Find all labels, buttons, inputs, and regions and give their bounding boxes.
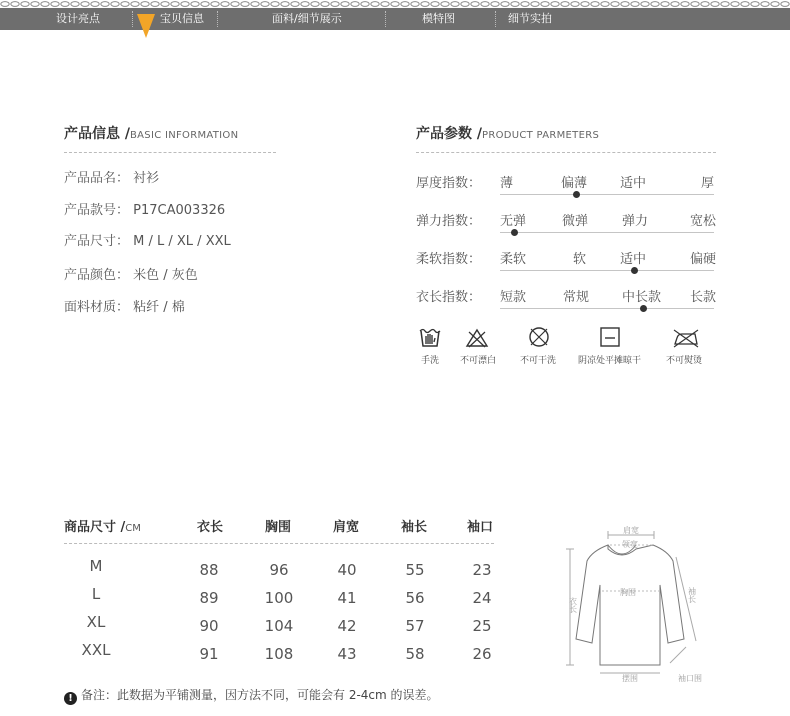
table-cell: 91 bbox=[199, 645, 219, 663]
nav-separator bbox=[495, 11, 496, 27]
note-text: 备注：此数据为平铺测量，因方法不同，可能会有 2-4cm 的误差。 bbox=[81, 688, 439, 702]
nav-separator bbox=[385, 11, 386, 27]
table-header: 胸围 bbox=[265, 520, 292, 535]
nav-tab-fabric-details[interactable]: 面料/细节展示 bbox=[272, 12, 342, 25]
divider bbox=[416, 152, 716, 153]
scale-option: 适中 bbox=[620, 176, 647, 191]
diagram-length-label: 衣长 bbox=[568, 597, 578, 613]
table-cell: 88 bbox=[199, 561, 219, 579]
table-header: 肩宽 bbox=[333, 520, 360, 535]
scale-option: 偏硬 bbox=[690, 252, 717, 267]
scale-option: 微弹 bbox=[562, 214, 589, 229]
info-label: 产品品名： bbox=[64, 171, 130, 186]
table-cell: 90 bbox=[199, 617, 219, 635]
info-value: 米色 / 灰色 bbox=[133, 268, 198, 283]
info-row-material bbox=[64, 296, 185, 315]
table-cell: 26 bbox=[472, 645, 492, 663]
table-cell: 96 bbox=[269, 561, 289, 579]
product-info-heading: 产品信息 / bbox=[64, 126, 130, 142]
divider bbox=[64, 152, 276, 153]
diagram-hem-label: 摆围 bbox=[622, 674, 638, 683]
table-header: 袖口 bbox=[467, 520, 494, 535]
scale-option: 柔软 bbox=[500, 252, 527, 267]
scale-option: 长款 bbox=[690, 290, 717, 305]
table-cell: 42 bbox=[337, 617, 357, 635]
nav-separator bbox=[217, 11, 218, 27]
table-cell: 58 bbox=[405, 645, 425, 663]
info-value: 粘纤 / 棉 bbox=[133, 300, 185, 315]
param-label: 衣长指数： bbox=[416, 290, 482, 305]
product-params-subtitle: PRODUCT PARMETERS bbox=[482, 130, 600, 141]
table-cell: 24 bbox=[472, 589, 492, 607]
nav-tab-detail-photos[interactable]: 细节实拍 bbox=[508, 12, 552, 25]
table-size-cell: M bbox=[89, 557, 103, 575]
nav-bar bbox=[0, 8, 790, 30]
scale-option: 弹力 bbox=[622, 214, 649, 229]
info-label: 面料材质： bbox=[64, 300, 130, 315]
nav-separator bbox=[132, 11, 133, 27]
divider bbox=[64, 543, 494, 544]
table-cell: 104 bbox=[264, 617, 294, 635]
table-header: 袖长 bbox=[401, 520, 428, 535]
scale-track bbox=[500, 194, 714, 195]
info-row-sizes bbox=[64, 230, 231, 249]
scale-track bbox=[500, 308, 714, 309]
size-table-title bbox=[64, 516, 141, 535]
param-label: 弹力指数： bbox=[416, 214, 482, 229]
diagram-chest-label: 胸围 bbox=[620, 588, 636, 597]
param-label: 柔软指数： bbox=[416, 252, 482, 267]
care-label: 不可漂白 bbox=[460, 356, 497, 366]
alert-icon: ! bbox=[64, 692, 77, 705]
product-params-heading: 产品参数 / bbox=[416, 126, 482, 142]
scale-option: 偏薄 bbox=[561, 176, 588, 191]
nav-tab-product-info[interactable]: 宝贝信息 bbox=[160, 12, 204, 25]
table-cell: 100 bbox=[264, 589, 294, 607]
no-tumble-dry-icon bbox=[528, 326, 550, 348]
table-header: 衣长 bbox=[197, 520, 224, 535]
care-label: 不可干洗 bbox=[520, 356, 557, 366]
size-table-unit: CM bbox=[125, 523, 141, 534]
scale-option: 薄 bbox=[500, 176, 514, 191]
table-cell: 43 bbox=[337, 645, 357, 663]
scale-option: 厚 bbox=[701, 176, 715, 191]
no-bleach-icon bbox=[465, 328, 489, 348]
scale-indicator bbox=[511, 229, 518, 236]
product-info-title bbox=[64, 123, 238, 143]
table-cell: 40 bbox=[337, 561, 357, 579]
scale-track bbox=[500, 270, 714, 271]
table-cell: 89 bbox=[199, 589, 219, 607]
diagram-cuff-label: 袖口围 bbox=[678, 674, 702, 683]
table-cell: 41 bbox=[337, 589, 357, 607]
product-info-subtitle: BASIC INFORMATION bbox=[130, 130, 239, 141]
product-params-title bbox=[416, 123, 599, 143]
table-size-cell: XL bbox=[86, 613, 106, 631]
table-cell: 23 bbox=[472, 561, 492, 579]
table-size-cell: L bbox=[91, 585, 101, 603]
care-label: 手洗 bbox=[421, 356, 440, 366]
info-row-style-number bbox=[64, 199, 225, 218]
table-size-cell: XXL bbox=[81, 641, 111, 659]
scale-option: 宽松 bbox=[690, 214, 717, 229]
info-label: 产品款号： bbox=[64, 203, 130, 218]
nav-tab-design-highlights[interactable]: 设计亮点 bbox=[56, 12, 100, 25]
scale-option: 中长款 bbox=[622, 290, 662, 305]
info-label: 产品颜色： bbox=[64, 268, 130, 283]
hand-wash-icon bbox=[419, 326, 441, 348]
table-cell: 55 bbox=[405, 561, 425, 579]
scale-track bbox=[500, 232, 714, 233]
scale-indicator bbox=[640, 305, 647, 312]
info-value: 衬衫 bbox=[133, 171, 160, 186]
scale-option: 软 bbox=[573, 252, 587, 267]
table-cell: 108 bbox=[264, 645, 294, 663]
info-value: P17CA003326 bbox=[133, 203, 226, 218]
scale-option: 适中 bbox=[620, 252, 647, 267]
table-cell: 56 bbox=[405, 589, 425, 607]
dry-flat-shade-icon bbox=[599, 326, 621, 348]
chain-border bbox=[0, 0, 790, 8]
scale-option: 无弹 bbox=[500, 214, 527, 229]
info-row-name bbox=[64, 167, 159, 186]
diagram-neck-label: 领宽 bbox=[622, 540, 638, 549]
scale-option: 常规 bbox=[563, 290, 590, 305]
no-iron-icon bbox=[672, 328, 700, 348]
size-table-heading: 商品尺寸 / bbox=[64, 520, 126, 535]
scale-option: 短款 bbox=[500, 290, 527, 305]
care-label: 不可熨烫 bbox=[666, 356, 703, 366]
info-row-colors bbox=[64, 264, 198, 283]
scale-indicator bbox=[573, 191, 580, 198]
info-label: 产品尺寸： bbox=[64, 234, 130, 249]
table-cell: 57 bbox=[405, 617, 425, 635]
diagram-shoulder-label: 肩宽 bbox=[623, 526, 639, 535]
diagram-sleeve-label: 袖长 bbox=[687, 587, 697, 603]
measurement-note bbox=[64, 686, 439, 705]
shirt-measurement-diagram bbox=[556, 517, 716, 687]
scale-indicator bbox=[631, 267, 638, 274]
param-label: 厚度指数： bbox=[416, 176, 482, 191]
nav-tab-model-photos[interactable]: 模特图 bbox=[422, 12, 455, 25]
active-tab-pointer bbox=[137, 14, 155, 38]
info-value: M / L / XL / XXL bbox=[133, 234, 231, 249]
table-cell: 25 bbox=[472, 617, 492, 635]
care-label: 阴凉处平摊晾干 bbox=[578, 356, 642, 366]
